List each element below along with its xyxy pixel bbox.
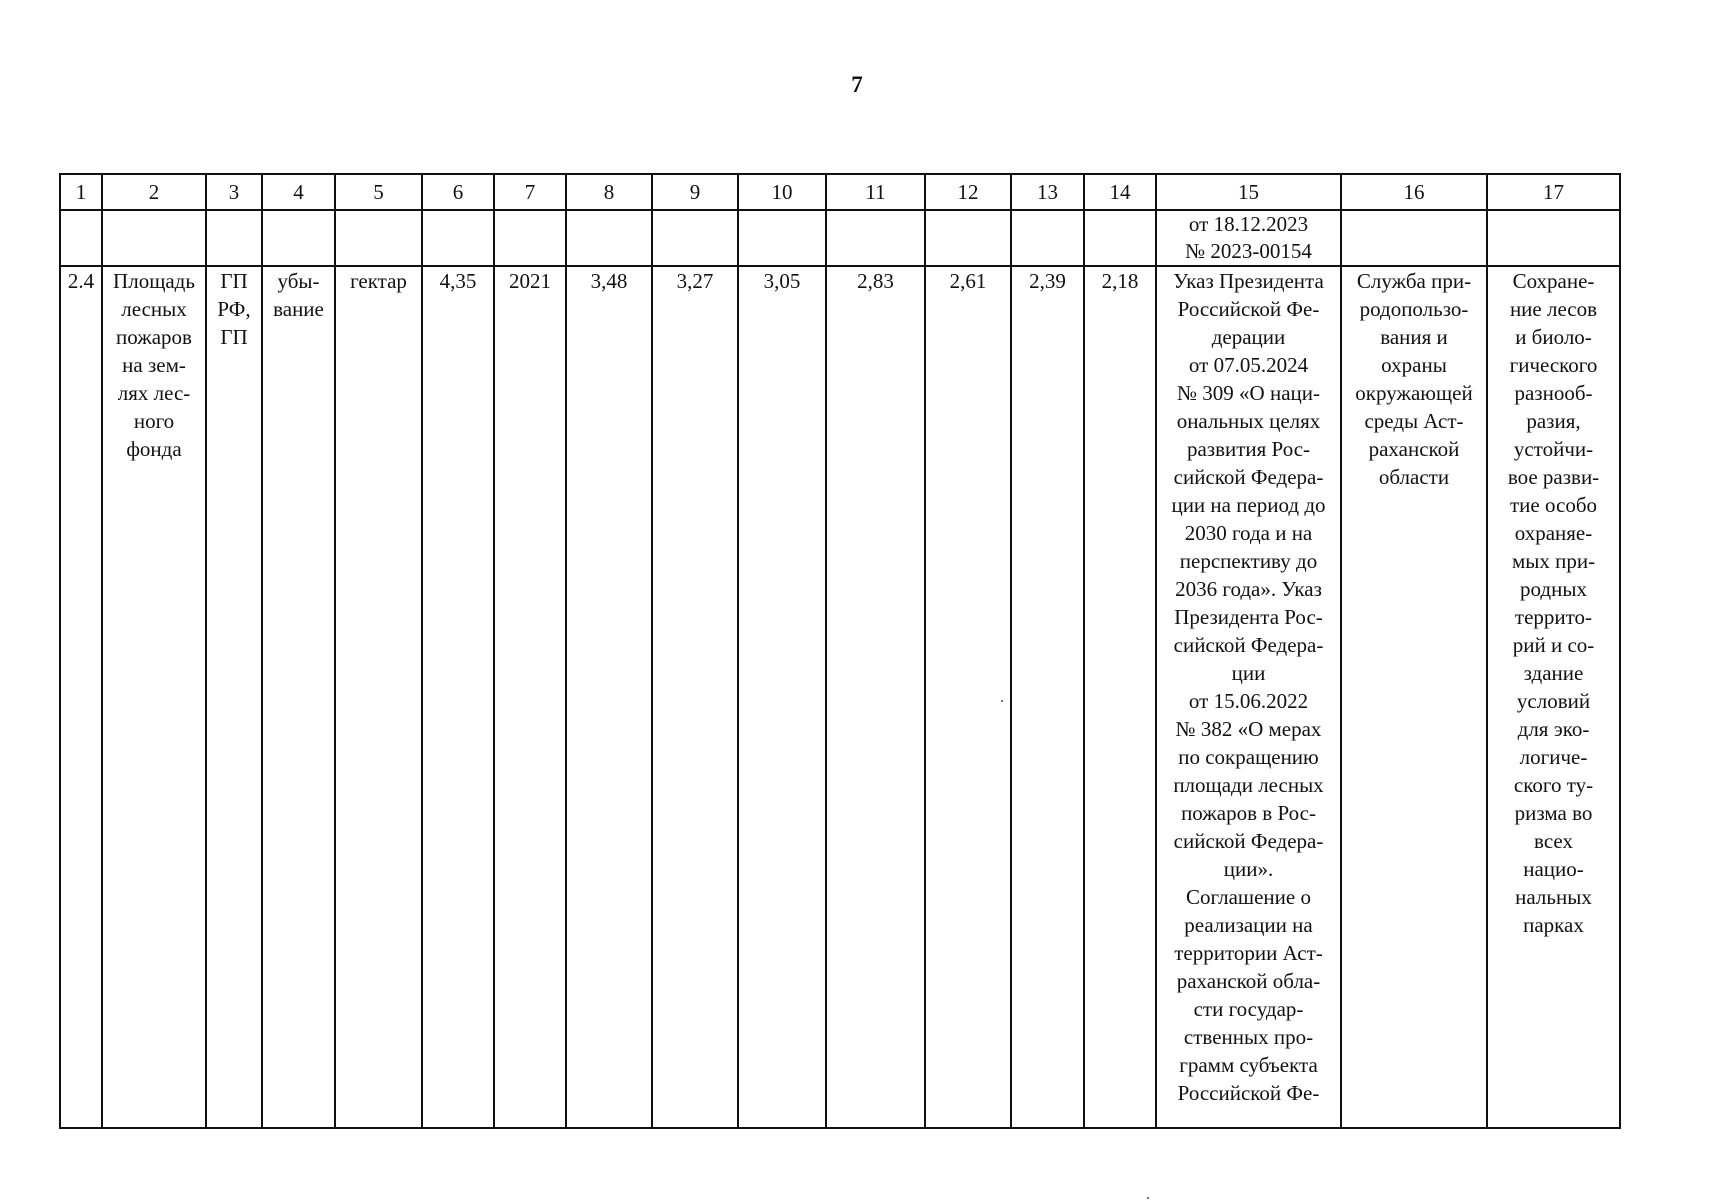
responsible-cell: Служба при- родопользо- вания и охраны окружающей среды Аст- раханской области	[1341, 266, 1487, 1128]
table-cell	[206, 210, 262, 266]
table-cell	[335, 210, 422, 266]
table-cell	[566, 210, 652, 266]
table-cell	[925, 210, 1011, 266]
header-cell: 6	[422, 174, 494, 210]
header-cell: 2	[102, 174, 206, 210]
page-number: 7	[851, 72, 863, 97]
scan-speck	[1001, 700, 1003, 702]
base-value-cell: 4,35	[422, 266, 494, 1128]
unit-cell: гектар	[335, 266, 422, 1128]
indicator-table	[59, 173, 1621, 1129]
table-cell	[60, 210, 102, 266]
indicator-row	[60, 266, 1620, 1128]
header-cell: 10	[738, 174, 826, 210]
value-cell: 2,18	[1084, 266, 1156, 1128]
header-cell: 13	[1011, 174, 1084, 210]
column-number-row	[60, 174, 1620, 210]
table-cell	[738, 210, 826, 266]
header-cell: 11	[826, 174, 925, 210]
table-cell	[422, 210, 494, 266]
trend-cell: убы- вание	[262, 266, 335, 1128]
table-cell	[262, 210, 335, 266]
header-cell: 9	[652, 174, 738, 210]
table-cell	[1011, 210, 1084, 266]
value-cell: 3,48	[566, 266, 652, 1128]
table-cell	[1487, 210, 1620, 266]
value-cell: 2,61	[925, 266, 1011, 1128]
value-cell: 3,27	[652, 266, 738, 1128]
table-cell	[826, 210, 925, 266]
table-cell	[1084, 210, 1156, 266]
base-year-cell: 2021	[494, 266, 566, 1128]
scan-speck	[1147, 1197, 1149, 1199]
header-cell: 14	[1084, 174, 1156, 210]
legal-basis-cell: от 18.12.2023 № 2023-00154	[1156, 210, 1341, 266]
header-cell: 5	[335, 174, 422, 210]
header-cell: 4	[262, 174, 335, 210]
level-cell: ГП РФ, ГП	[206, 266, 262, 1128]
header-cell: 8	[566, 174, 652, 210]
table-cell	[1341, 210, 1487, 266]
header-cell: 7	[494, 174, 566, 210]
table-cell	[102, 210, 206, 266]
table-cell	[494, 210, 566, 266]
continuation-row	[60, 210, 1620, 266]
header-cell: 16	[1341, 174, 1487, 210]
goal-cell: Сохране- ние лесов и биоло- гического разнооб- разия, устойчи- вое разви- тие особо охраняе- мых при- родных террито- рий и со- здание условий для эко- логиче- ского ту- ризма во всех нацио- нальных парках	[1487, 266, 1620, 1128]
header-cell: 17	[1487, 174, 1620, 210]
value-cell: 2,39	[1011, 266, 1084, 1128]
header-cell: 3	[206, 174, 262, 210]
header-cell: 15	[1156, 174, 1341, 210]
value-cell: 2,83	[826, 266, 925, 1128]
legal-basis-cell: Указ Президента Российской Фе- дерации от 07.05.2024 № 309 «О наци- ональных целях развития Рос- сийской Федера- ции на период до 2030 года и на перспективу до 2036 года». Указ Президента Рос- сийской Федера- ции от 15.06.2022 № 382 «О мерах по сокращению площади лесных пожаров в Рос- сийской Федера- ции». Соглашение о реализации на территории Аст- раханской обла- сти государ- ственных про- грамм субъекта Российской Фе-	[1156, 266, 1341, 1128]
row-number-cell: 2.4	[60, 266, 102, 1128]
value-cell: 3,05	[738, 266, 826, 1128]
header-cell: 1	[60, 174, 102, 210]
header-cell: 12	[925, 174, 1011, 210]
indicator-name-cell: Площадь лесных пожаров на зем- лях лес- ного фонда	[102, 266, 206, 1128]
table-cell	[652, 210, 738, 266]
